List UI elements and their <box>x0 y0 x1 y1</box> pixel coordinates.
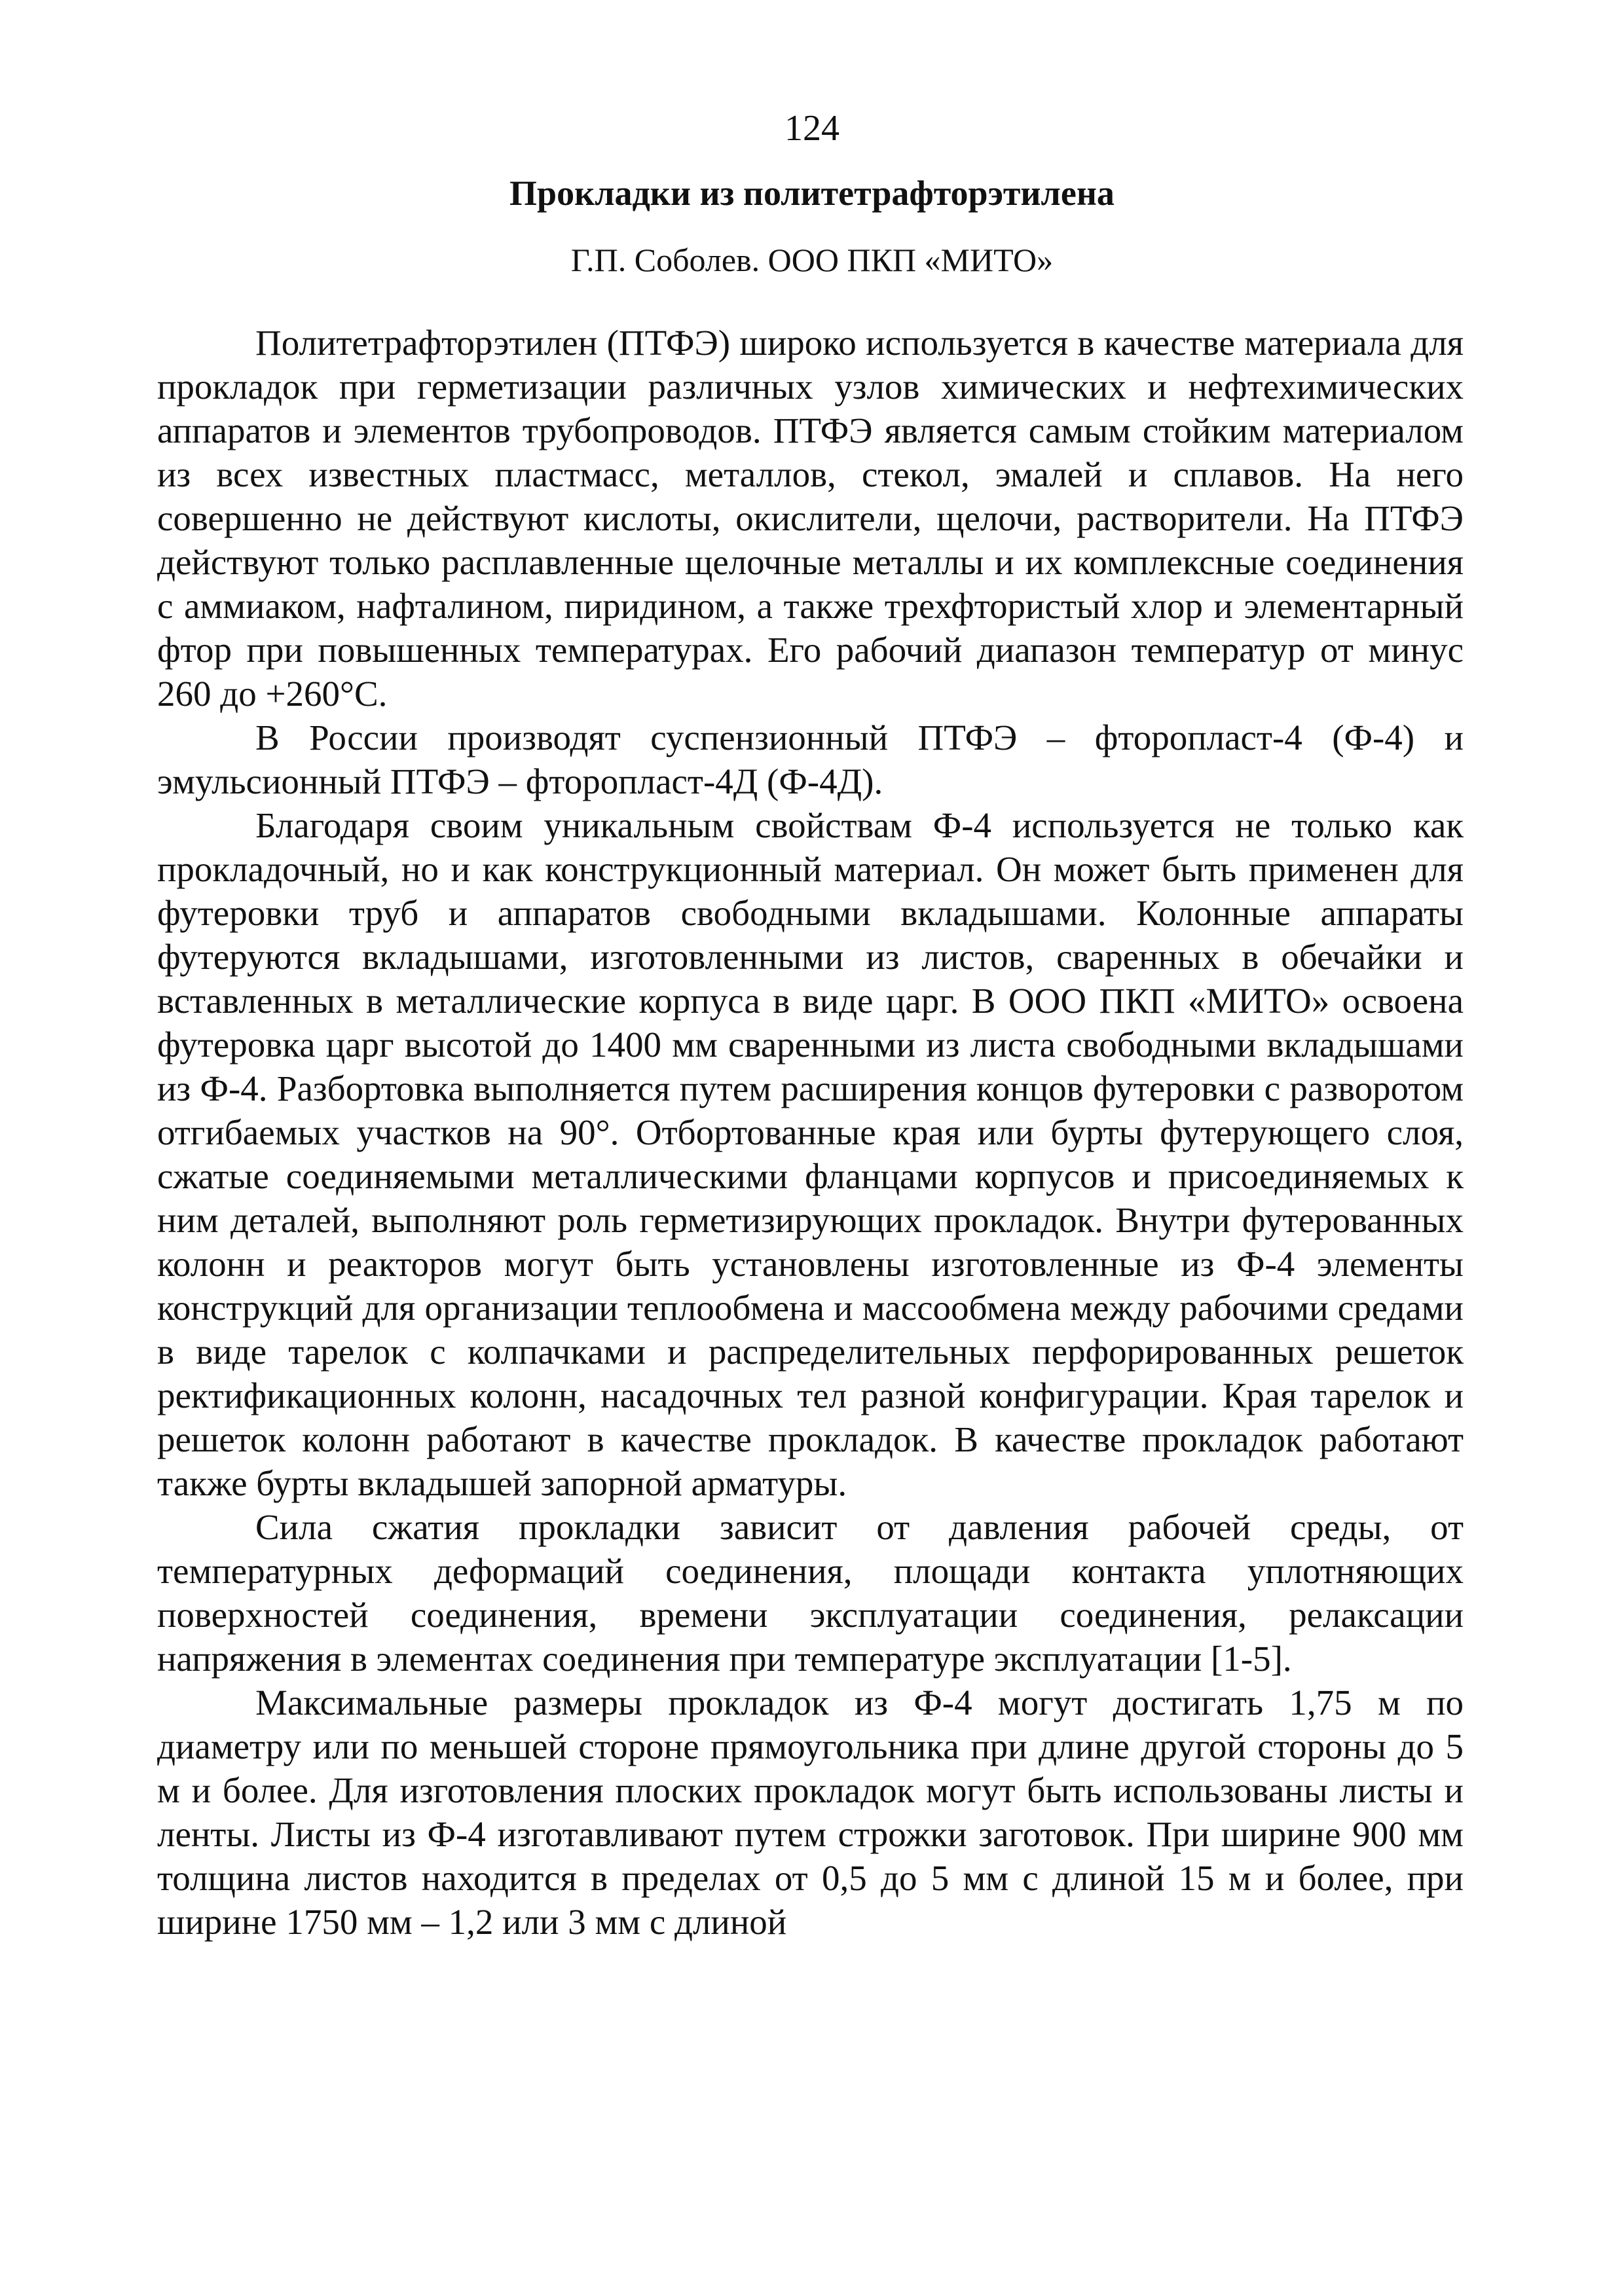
paragraph: Сила сжатия прокладки зависит от давления рабочей среды, от температурных деформаций соединения, площади контакта уплотняющих поверхностей соединения, времени эксплуатации соединения, релаксации напряжения в элементах соединения при температуре эксплуатации [1-5]. <box>157 1507 1464 1679</box>
article-author: Г.П. Соболев. ООО ПКП «МИТО» <box>570 242 1054 278</box>
page-number: 124 <box>784 108 840 149</box>
paragraph: Максимальные размеры прокладок из Ф-4 могут достигать 1,75 м по диаметру или по меньшей стороне прямоугольника при длине другой стороны до 5 м и более. Для изготовления плоских прокладок могут быть использованы листы и ленты. Листы из Ф-4 изготавливают путем строжки заготовок. При ширине 900 мм толщина листов находится в пределах от 0,5 до 5 мм с длиной 15 м и более, при ширине 1750 мм – 1,2 или 3 мм с длиной <box>157 1683 1464 1942</box>
article-title: Прокладки из политетрафторэтилена <box>509 173 1115 213</box>
paragraph: Благодаря своим уникальным свойствам Ф-4 используется не только как прокладочный, но и как конструкционный материал. Он может быть применен для футеровки труб и аппаратов свободными вкладышами. Колонные аппараты футеруются вкладышами, изготовленными из листов, сваренных в обечайки и вставленных в металлические корпуса в виде царг. В ООО ПКП «МИТО» освоена футеровка царг высотой до 1400 мм сваренными из листа свободными вкладышами из Ф-4. Разбортовка выполняется путем расширения концов футеровки с разворотом отгибаемых участков на 90°. Отбортованные края или бурты футерующего слоя, сжатые соединяемыми металлическими фланцами корпусов и присоединяемых к ним деталей, выполняют роль герметизирующих прокладок. Внутри футерованных колонн и реакторов могут быть установлены изготовленные из Ф-4 элементы конструкций для организации теплообмена и массообмена между рабочими средами в виде тарелок с колпачками и распределительных перфорированных решеток ректификационных колонн, насадочных тел разной конфигурации. Края тарелок и решеток колонн работают в качестве прокладок. В качестве прокладок работают также бурты вкладышей запорной арматуры. <box>157 805 1464 1503</box>
paragraph: В России производят суспензионный ПТФЭ – фторопласт-4 (Ф-4) и эмульсионный ПТФЭ – фторопласт-4Д (Ф-4Д). <box>157 718 1464 801</box>
paragraph: Политетрафторэтилен (ПТФЭ) широко используется в качестве материала для прокладок при герметизации различных узлов химических и нефтехимических аппаратов и элементов трубопроводов. ПТФЭ является самым стойким материалом из всех известных пластмасс, металлов, стекол, эмалей и сплавов. На него совершенно не действуют кислоты, окислители, щелочи, растворители. На ПТФЭ действуют только расплавленные щелочные металлы и их комплексные соединения с аммиаком, нафталином, пиридином, а также трехфтористый хлор и элементарный фтор при повышенных температурах. Его рабочий диапазон температур от минус 260 до +260°С. <box>157 323 1464 714</box>
article-body <box>157 321 1464 1944</box>
